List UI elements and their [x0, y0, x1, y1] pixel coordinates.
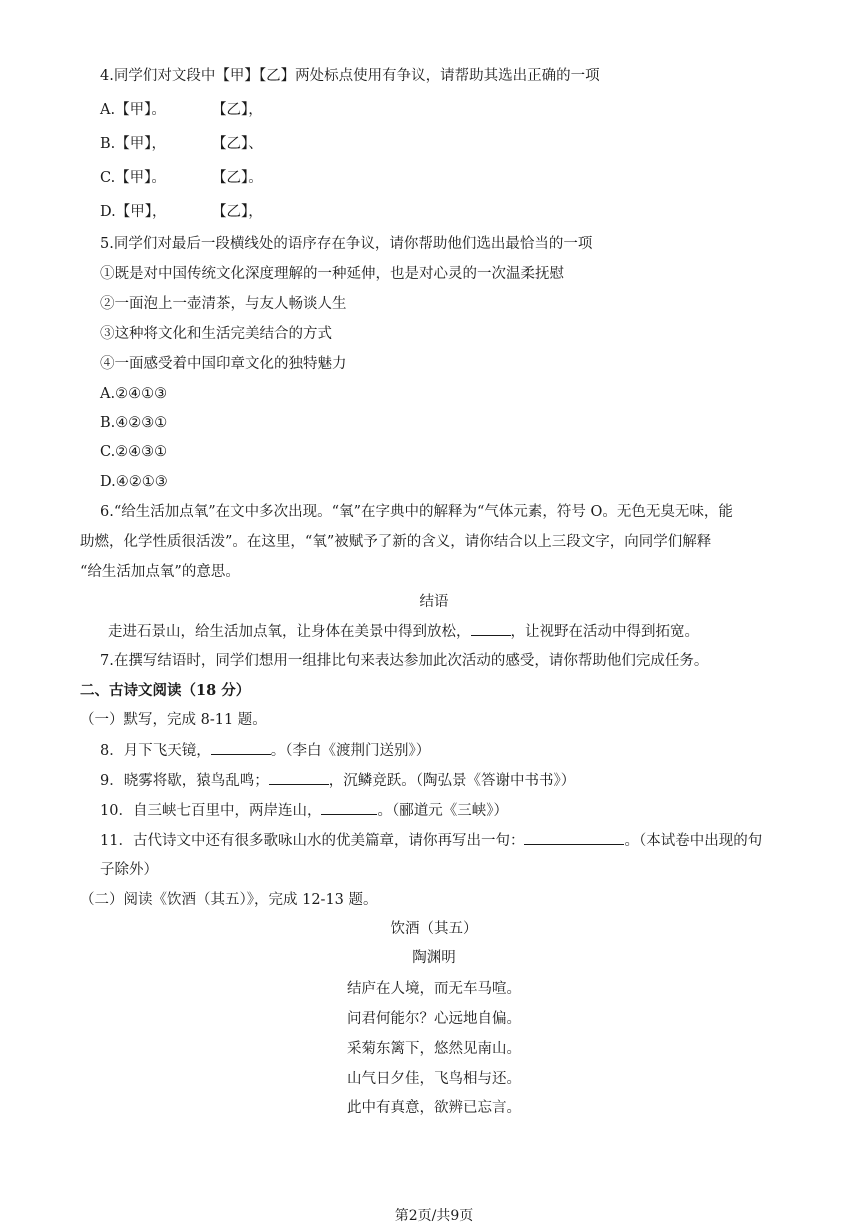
q5-item-4: ④一面感受着中国印章文化的独特魅力 — [100, 356, 347, 372]
q8-after: 。（李白《渡荆门送别》） — [270, 743, 431, 759]
poem-line-5: 此中有真意，欲辨已忘言。 — [347, 1100, 521, 1116]
poem-author: 陶渊明 — [412, 950, 456, 966]
q5-option-a: A.②④①③ — [100, 386, 168, 402]
conclusion-answer-blank[interactable] — [471, 621, 511, 636]
q4-option-a-second: 【乙】， — [212, 102, 263, 118]
q6-line-1: 6.“给生活加点氧”在文中多次出现。“氧”在字典中的解释为“气体元素，符号 O。无色无臭无味，能 — [100, 504, 733, 520]
q5-option-b: B.④②③① — [100, 415, 168, 431]
conclusion-text-after: ，让视野在活动中得到拓宽。 — [510, 624, 699, 640]
section2-title: 二、古诗文阅读（18 分） — [80, 682, 251, 699]
conclusion-text — [108, 621, 699, 642]
q11-after: 。（本试卷中出现的句 — [624, 833, 763, 849]
q6-line-2: 助燃，化学性质很活泼”。在这里，“氧”被赋予了新的含义，请你结合以上三段文字，向同学们解释 — [80, 534, 712, 550]
q5-item-2: ②一面泡上一壶清茶，与友人畅谈人生 — [100, 296, 347, 312]
q9-before: 9．晓雾将歇，猿鸟乱鸣； — [100, 773, 269, 789]
q5-stem: 5.同学们对最后一段横线处的语序存在争议，请你帮助他们选出最恰当的一项 — [100, 236, 593, 252]
q8-answer-blank[interactable] — [211, 740, 271, 755]
q6-line-3: “给生活加点氧”的意思。 — [80, 564, 240, 580]
q4-option-c-second: 【乙】。 — [212, 170, 263, 186]
q4-option-c-label: C.【甲】。 — [100, 170, 166, 186]
q9-answer-blank[interactable] — [269, 770, 329, 785]
q4-stem: 4.同学们对文段中【甲】【乙】两处标点使用有争议，请帮助其选出正确的一项 — [100, 68, 600, 84]
q10-answer-blank[interactable] — [321, 800, 377, 815]
poem-line-4: 山气日夕佳，飞鸟相与还。 — [347, 1071, 521, 1087]
conclusion-title: 结语 — [419, 594, 449, 610]
q4-option-d-label: D.【甲】， — [100, 204, 167, 220]
q5-item-1: ①既是对中国传统文化深度理解的一种延伸，也是对心灵的一次温柔抚慰 — [100, 266, 564, 282]
poem-title: 饮酒（其五） — [390, 921, 478, 937]
q4-option-b-second: 【乙】、 — [212, 136, 263, 152]
page-number: 第2页/共9页 — [394, 1208, 474, 1224]
q11-before: 11．古代诗文中还有很多歌咏山水的优美篇章，请你再写出一句： — [100, 833, 525, 849]
q10 — [100, 800, 508, 821]
q11 — [100, 830, 762, 851]
q8-before: 8．月下飞天镜， — [100, 743, 211, 759]
section2-part1: （一）默写，完成 8-11 题。 — [80, 712, 267, 728]
q9-after: ，沉鳞竞跃。（陶弘景《答谢中书书》） — [328, 773, 576, 789]
q8 — [100, 740, 430, 761]
conclusion-text-before: 走进石景山，给生活加点氧，让身体在美景中得到放松， — [108, 624, 471, 640]
q9 — [100, 770, 575, 791]
poem-line-2: 问君何能尔？心远地自偏。 — [347, 1011, 521, 1027]
q10-before: 10．自三峡七百里中，两岸连山， — [100, 803, 322, 819]
q7-stem: 7.在撰写结语时，同学们想用一组排比句来表达参加此次活动的感受，请你帮助他们完成任务。 — [100, 653, 709, 669]
section2-part2: （二）阅读《饮酒（其五）》，完成 12-13 题。 — [80, 892, 378, 908]
q4-option-b-label: B.【甲】， — [100, 136, 167, 152]
q4-option-a-label: A.【甲】。 — [100, 102, 166, 118]
poem-line-1: 结庐在人境，而无车马喧。 — [347, 981, 521, 997]
q11-line-2: 子除外） — [100, 862, 158, 878]
poem-line-3: 采菊东篱下，悠然见南山。 — [347, 1041, 521, 1057]
q4-option-d-second: 【乙】， — [212, 204, 263, 220]
q5-item-3: ③这种将文化和生活完美结合的方式 — [100, 326, 332, 342]
q11-answer-blank[interactable] — [524, 830, 624, 845]
q5-option-d: D.④②①③ — [100, 474, 168, 490]
q5-option-c: C.②④③① — [100, 444, 168, 460]
q10-after: 。（郦道元《三峡》） — [377, 803, 508, 819]
